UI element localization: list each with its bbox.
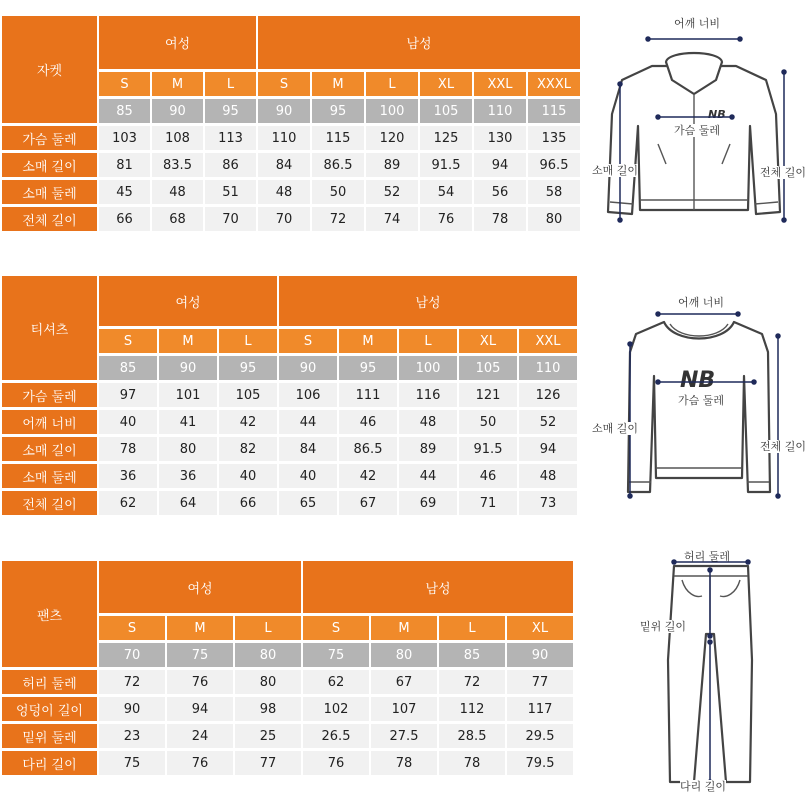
size-header: S — [99, 329, 157, 353]
size-number: 115 — [528, 99, 580, 123]
row-label: 엉덩이 길이 — [2, 697, 97, 721]
row-label: 소매 둘레 — [2, 464, 97, 488]
size-number: 80 — [371, 643, 437, 667]
label-total-length: 전체 길이 — [760, 166, 806, 179]
cell-value: 108 — [152, 126, 203, 150]
size-number: 85 — [99, 99, 150, 123]
cell-value: 74 — [366, 207, 418, 231]
cell-value: 44 — [279, 410, 337, 434]
cell-value: 96.5 — [528, 153, 580, 177]
row-label: 가슴 둘레 — [2, 383, 97, 407]
size-header: M — [167, 616, 233, 640]
cell-value: 78 — [474, 207, 526, 231]
cell-value: 94 — [519, 437, 577, 461]
size-header: L — [205, 72, 256, 96]
pants-women-header: 여성 — [99, 561, 301, 613]
cell-value: 89 — [366, 153, 418, 177]
size-header: L — [439, 616, 505, 640]
cell-value: 75 — [99, 751, 165, 775]
cell-value: 78 — [439, 751, 505, 775]
label-sleeve-length: 소매 길이 — [592, 164, 639, 177]
size-header: XL — [459, 329, 517, 353]
label-rise: 밑위 길이 — [640, 620, 687, 633]
table-row — [2, 491, 577, 515]
jacket-size-table — [0, 13, 582, 234]
cell-value: 86 — [205, 153, 256, 177]
label-total-length: 전체 길이 — [760, 440, 806, 453]
size-header: M — [312, 72, 364, 96]
cell-value: 50 — [459, 410, 517, 434]
cell-value: 50 — [312, 180, 364, 204]
cell-value: 48 — [258, 180, 310, 204]
size-number: 95 — [312, 99, 364, 123]
cell-value: 106 — [279, 383, 337, 407]
size-header: S — [303, 616, 369, 640]
size-header: XXL — [474, 72, 526, 96]
jacket-category-label: 자켓 — [2, 16, 97, 123]
cell-value: 86.5 — [339, 437, 397, 461]
cell-value: 83.5 — [152, 153, 203, 177]
row-label: 가슴 둘레 — [2, 126, 97, 150]
size-header: S — [99, 616, 165, 640]
cell-value: 70 — [205, 207, 256, 231]
tshirt-size-table — [0, 273, 579, 518]
cell-value: 73 — [519, 491, 577, 515]
cell-value: 80 — [235, 670, 301, 694]
cell-value: 78 — [99, 437, 157, 461]
size-number: 90 — [152, 99, 203, 123]
row-label: 소매 길이 — [2, 437, 97, 461]
row-label: 전체 길이 — [2, 207, 97, 231]
size-header: S — [279, 329, 337, 353]
cell-value: 78 — [371, 751, 437, 775]
label-shoulder-width: 어깨 너비 — [678, 296, 725, 309]
size-header: XL — [507, 616, 573, 640]
size-number: 85 — [439, 643, 505, 667]
pants-illustration — [630, 550, 770, 796]
cell-value: 117 — [507, 697, 573, 721]
row-label: 전체 길이 — [2, 491, 97, 515]
cell-value: 103 — [99, 126, 150, 150]
cell-value: 105 — [219, 383, 277, 407]
cell-value: 94 — [474, 153, 526, 177]
cell-value: 77 — [507, 670, 573, 694]
cell-value: 27.5 — [371, 724, 437, 748]
cell-value: 130 — [474, 126, 526, 150]
cell-value: 62 — [99, 491, 157, 515]
row-label: 소매 길이 — [2, 153, 97, 177]
cell-value: 58 — [528, 180, 580, 204]
size-number: 90 — [159, 356, 217, 380]
cell-value: 112 — [439, 697, 505, 721]
table-row — [2, 697, 573, 721]
cell-value: 86.5 — [312, 153, 364, 177]
pants-category-label: 팬츠 — [2, 561, 97, 667]
cell-value: 36 — [159, 464, 217, 488]
cell-value: 67 — [371, 670, 437, 694]
cell-value: 48 — [519, 464, 577, 488]
table-row — [2, 126, 580, 150]
table-row — [2, 383, 577, 407]
jacket-measure-figure — [590, 14, 806, 234]
label-chest: 가슴 둘레 — [678, 394, 725, 407]
label-sleeve-length: 소매 길이 — [592, 422, 639, 435]
cell-value: 107 — [371, 697, 437, 721]
cell-value: 29.5 — [507, 724, 573, 748]
size-header: L — [235, 616, 301, 640]
table-row — [2, 670, 573, 694]
cell-value: 81 — [99, 153, 150, 177]
cell-value: 101 — [159, 383, 217, 407]
size-number: 90 — [279, 356, 337, 380]
cell-value: 65 — [279, 491, 337, 515]
cell-value: 46 — [339, 410, 397, 434]
size-number: 100 — [399, 356, 457, 380]
cell-value: 97 — [99, 383, 157, 407]
cell-value: 90 — [99, 697, 165, 721]
cell-value: 41 — [159, 410, 217, 434]
cell-value: 135 — [528, 126, 580, 150]
cell-value: 51 — [205, 180, 256, 204]
size-number: 110 — [474, 99, 526, 123]
cell-value: 82 — [219, 437, 277, 461]
cell-value: 40 — [219, 464, 277, 488]
size-header: M — [339, 329, 397, 353]
row-label: 밑위 둘레 — [2, 724, 97, 748]
cell-value: 42 — [339, 464, 397, 488]
brand-logo: NB — [680, 368, 716, 393]
cell-value: 40 — [99, 410, 157, 434]
size-number: 75 — [303, 643, 369, 667]
cell-value: 66 — [99, 207, 150, 231]
table-row — [2, 724, 573, 748]
cell-value: 64 — [159, 491, 217, 515]
cell-value: 91.5 — [420, 153, 472, 177]
cell-value: 126 — [519, 383, 577, 407]
cell-value: 79.5 — [507, 751, 573, 775]
cell-value: 71 — [459, 491, 517, 515]
size-header: L — [219, 329, 277, 353]
cell-value: 25 — [235, 724, 301, 748]
size-number: 80 — [235, 643, 301, 667]
size-header: XXXL — [528, 72, 580, 96]
cell-value: 54 — [420, 180, 472, 204]
size-header: S — [99, 72, 150, 96]
label-waist: 허리 둘레 — [684, 550, 731, 563]
row-label: 허리 둘레 — [2, 670, 97, 694]
label-leg-length: 다리 길이 — [680, 780, 727, 793]
size-number: 85 — [99, 356, 157, 380]
cell-value: 72 — [99, 670, 165, 694]
table-row — [2, 410, 577, 434]
cell-value: 110 — [258, 126, 310, 150]
cell-value: 76 — [167, 751, 233, 775]
row-label: 다리 길이 — [2, 751, 97, 775]
cell-value: 111 — [339, 383, 397, 407]
size-header: M — [371, 616, 437, 640]
cell-value: 77 — [235, 751, 301, 775]
size-number: 105 — [459, 356, 517, 380]
size-number: 95 — [205, 99, 256, 123]
label-shoulder-width: 어깨 너비 — [674, 17, 721, 30]
size-number: 110 — [519, 356, 577, 380]
cell-value: 76 — [303, 751, 369, 775]
cell-value: 94 — [167, 697, 233, 721]
cell-value: 91.5 — [459, 437, 517, 461]
jacket-women-header: 여성 — [99, 16, 256, 69]
cell-value: 52 — [366, 180, 418, 204]
table-row — [2, 180, 580, 204]
cell-value: 113 — [205, 126, 256, 150]
cell-value: 23 — [99, 724, 165, 748]
cell-value: 48 — [152, 180, 203, 204]
row-label: 어깨 너비 — [2, 410, 97, 434]
cell-value: 125 — [420, 126, 472, 150]
cell-value: 28.5 — [439, 724, 505, 748]
cell-value: 89 — [399, 437, 457, 461]
size-header: M — [159, 329, 217, 353]
cell-value: 72 — [312, 207, 364, 231]
cell-value: 69 — [399, 491, 457, 515]
cell-value: 80 — [159, 437, 217, 461]
table-row — [2, 437, 577, 461]
brand-logo: NB — [708, 108, 726, 121]
cell-value: 102 — [303, 697, 369, 721]
size-number: 95 — [219, 356, 277, 380]
cell-value: 121 — [459, 383, 517, 407]
tshirt-women-header: 여성 — [99, 276, 277, 326]
size-header: M — [152, 72, 203, 96]
cell-value: 45 — [99, 180, 150, 204]
cell-value: 24 — [167, 724, 233, 748]
cell-value: 68 — [152, 207, 203, 231]
size-number: 70 — [99, 643, 165, 667]
tshirt-men-header: 남성 — [279, 276, 577, 326]
pants-measure-figure — [630, 550, 770, 796]
cell-value: 84 — [258, 153, 310, 177]
size-number: 105 — [420, 99, 472, 123]
cell-value: 40 — [279, 464, 337, 488]
label-chest: 가슴 둘레 — [674, 124, 721, 137]
cell-value: 36 — [99, 464, 157, 488]
table-row — [2, 207, 580, 231]
size-number: 90 — [258, 99, 310, 123]
size-header: XXL — [519, 329, 577, 353]
cell-value: 115 — [312, 126, 364, 150]
size-header: S — [258, 72, 310, 96]
pants-size-table — [0, 558, 575, 778]
cell-value: 80 — [528, 207, 580, 231]
cell-value: 70 — [258, 207, 310, 231]
table-row — [2, 153, 580, 177]
size-number: 100 — [366, 99, 418, 123]
cell-value: 67 — [339, 491, 397, 515]
cell-value: 98 — [235, 697, 301, 721]
tshirt-measure-figure — [590, 292, 806, 507]
jacket-men-header: 남성 — [258, 16, 580, 69]
cell-value: 72 — [439, 670, 505, 694]
size-number: 75 — [167, 643, 233, 667]
size-number: 90 — [507, 643, 573, 667]
cell-value: 48 — [399, 410, 457, 434]
table-row — [2, 751, 573, 775]
cell-value: 46 — [459, 464, 517, 488]
cell-value: 66 — [219, 491, 277, 515]
cell-value: 52 — [519, 410, 577, 434]
pants-men-header: 남성 — [303, 561, 573, 613]
cell-value: 62 — [303, 670, 369, 694]
table-row — [2, 464, 577, 488]
cell-value: 44 — [399, 464, 457, 488]
cell-value: 42 — [219, 410, 277, 434]
size-header: L — [366, 72, 418, 96]
cell-value: 116 — [399, 383, 457, 407]
cell-value: 76 — [420, 207, 472, 231]
row-label: 소매 둘레 — [2, 180, 97, 204]
cell-value: 84 — [279, 437, 337, 461]
size-header: XL — [420, 72, 472, 96]
size-number: 95 — [339, 356, 397, 380]
cell-value: 26.5 — [303, 724, 369, 748]
tshirt-category-label: 티셔츠 — [2, 276, 97, 380]
cell-value: 76 — [167, 670, 233, 694]
cell-value: 120 — [366, 126, 418, 150]
size-header: L — [399, 329, 457, 353]
cell-value: 56 — [474, 180, 526, 204]
